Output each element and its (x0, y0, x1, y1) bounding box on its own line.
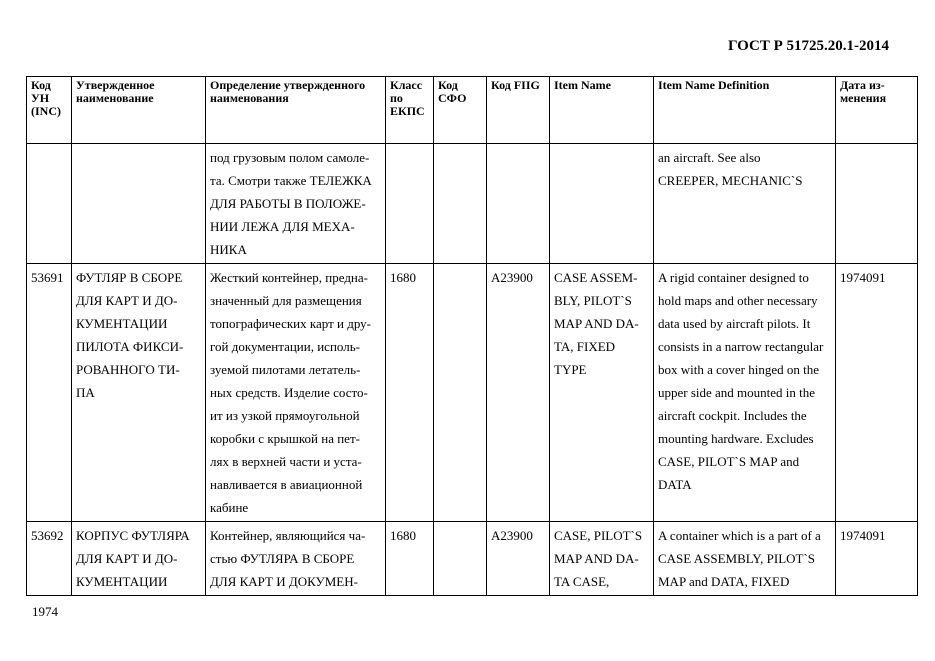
cell-text-line: значенный для размещения (210, 293, 362, 308)
cell-text-line: A rigid container designed to (658, 270, 809, 285)
cell-text-line: ных средств. Изделие состо- (210, 385, 368, 400)
cell-text-line: TA CASE, (554, 574, 610, 589)
cell-text-line: CASE ASSEMBLY, PILOT`S (658, 551, 816, 566)
cell-approved-name (72, 264, 206, 522)
cell-text-line: data used by aircraft pilots. It (658, 316, 811, 331)
cell-class (386, 522, 434, 596)
cell-text-line: стью ФУТЛЯРА В СБОРЕ (210, 551, 355, 566)
cell-text-line: aircraft cockpit. Includes the (658, 408, 807, 423)
cell-text-line: НИИ ЛЕЖА ДЛЯ МЕХА- (210, 219, 355, 234)
cell-inc (27, 264, 72, 522)
cell-text-line: upper side and mounted in the (658, 385, 816, 400)
cell-item-name-definition (654, 522, 836, 596)
cell-fiig (487, 522, 550, 596)
col-header-name-definition: Определение утвержденного наименования (206, 77, 386, 144)
cell-text-line: BLY, PILOT`S (554, 293, 632, 308)
cell-text: 1680 (390, 528, 416, 543)
col-header-fiig: Код FIIG (487, 77, 550, 144)
cell-item-name (550, 144, 654, 264)
cell-text-line: CASE ASSEM- (554, 270, 638, 285)
cell-text-line: Жесткий контейнер, предна- (210, 270, 368, 285)
cell-item-name (550, 522, 654, 596)
cell-text-line: A container which is a part of a (658, 528, 821, 543)
cell-change-date (836, 144, 918, 264)
cell-text-line: топографических карт и дру- (210, 316, 372, 331)
cell-sfo (434, 144, 487, 264)
cell-text-line: MAP and DATA, FIXED (658, 574, 790, 589)
cell-text-line: коробки с крышкой на пет- (210, 431, 360, 446)
cell-item-name-definition (654, 264, 836, 522)
cell-text-line: an aircraft. See also (658, 150, 761, 165)
cell-text-line: CASE, PILOT`S (554, 528, 643, 543)
document-code: ГОСТ Р 51725.20.1-2014 (727, 38, 889, 54)
cell-text-line: навливается в авиационной (210, 477, 363, 492)
cell-text-line: CREEPER, MECHANIC`S (658, 173, 803, 188)
col-header-change-date: Дата из-менения (836, 77, 918, 144)
col-header-sfo: Код СФО (434, 77, 487, 144)
col-header-inc: Код УН (INC) (27, 77, 72, 144)
cell-text: 1974091 (840, 528, 886, 543)
cell-text-line: TYPE (554, 362, 587, 377)
cell-inc (27, 144, 72, 264)
cell-fiig (487, 264, 550, 522)
cell-class (386, 264, 434, 522)
cell-text-line: TA, FIXED (554, 339, 616, 354)
catalog-table (26, 76, 918, 596)
cell-text-line: кабине (210, 500, 249, 515)
page-number: 1974 (32, 604, 58, 619)
cell-text-line: КУМЕНТАЦИИ (76, 574, 168, 589)
table-row (27, 264, 918, 522)
cell-text: 53691 (31, 270, 64, 285)
cell-text: 53692 (31, 528, 64, 543)
cell-text-line: hold maps and other necessary (658, 293, 818, 308)
cell-fiig (487, 144, 550, 264)
table-body (27, 144, 918, 596)
cell-item-name (550, 264, 654, 522)
cell-text: 1974091 (840, 270, 886, 285)
cell-approved-name (72, 144, 206, 264)
cell-text: A23900 (491, 270, 533, 285)
table-row (27, 522, 918, 596)
cell-text-line: ФУТЛЯР В СБОРЕ (76, 270, 183, 285)
cell-text-line: DATA (658, 477, 692, 492)
cell-approved-name (72, 522, 206, 596)
cell-text-line: box with a cover hinged on the (658, 362, 820, 377)
cell-text-line: mounting hardware. Excludes (658, 431, 814, 446)
cell-text-line: ДЛЯ КАРТ И ДО- (76, 293, 178, 308)
cell-text-line: consists in a narrow rectangular (658, 339, 824, 354)
cell-text: 1680 (390, 270, 416, 285)
cell-text-line: РОВАННОГО ТИ- (76, 362, 180, 377)
cell-text-line: MAP AND DA- (554, 551, 639, 566)
cell-text-line: Контейнер, являющийся ча- (210, 528, 366, 543)
col-header-item-name: Item Name (550, 77, 654, 144)
cell-text-line: КУМЕНТАЦИИ (76, 316, 168, 331)
cell-text-line: ДЛЯ КАРТ И ДОКУМЕН- (210, 574, 358, 589)
table-header-row (27, 77, 918, 144)
col-header-item-name-definition: Item Name Definition (654, 77, 836, 144)
cell-text-line: лях в верхней части и уста- (210, 454, 362, 469)
cell-class (386, 144, 434, 264)
cell-text-line: НИКА (210, 242, 247, 257)
cell-change-date (836, 264, 918, 522)
cell-text: A23900 (491, 528, 533, 543)
cell-text-line: ПА (76, 385, 95, 400)
cell-name-definition (206, 144, 386, 264)
cell-item-name-definition (654, 144, 836, 264)
cell-text-line: гой документации, исполь- (210, 339, 360, 354)
cell-text-line: под грузовым полом самоле- (210, 150, 370, 165)
cell-text-line: ит из узкой прямоугольной (210, 408, 360, 423)
cell-name-definition (206, 264, 386, 522)
cell-text-line: КОРПУС ФУТЛЯРА (76, 528, 190, 543)
cell-inc (27, 522, 72, 596)
cell-sfo (434, 522, 487, 596)
col-header-class: Класс по ЕКПС (386, 77, 434, 144)
cell-sfo (434, 264, 487, 522)
cell-text-line: ДЛЯ РАБОТЫ В ПОЛОЖЕ- (210, 196, 366, 211)
cell-change-date (836, 522, 918, 596)
col-header-approved-name: Утвержденное наименование (72, 77, 206, 144)
cell-text-line: та. Смотри также ТЕЛЕЖКА (210, 173, 372, 188)
cell-text-line: ПИЛОТА ФИКСИ- (76, 339, 184, 354)
cell-text-line: ДЛЯ КАРТ И ДО- (76, 551, 178, 566)
cell-text-line: CASE, PILOT`S MAP and (658, 454, 800, 469)
cell-text-line: зуемой пилотами летатель- (210, 362, 361, 377)
cell-name-definition (206, 522, 386, 596)
cell-text-line: MAP AND DA- (554, 316, 639, 331)
table-row (27, 144, 918, 264)
